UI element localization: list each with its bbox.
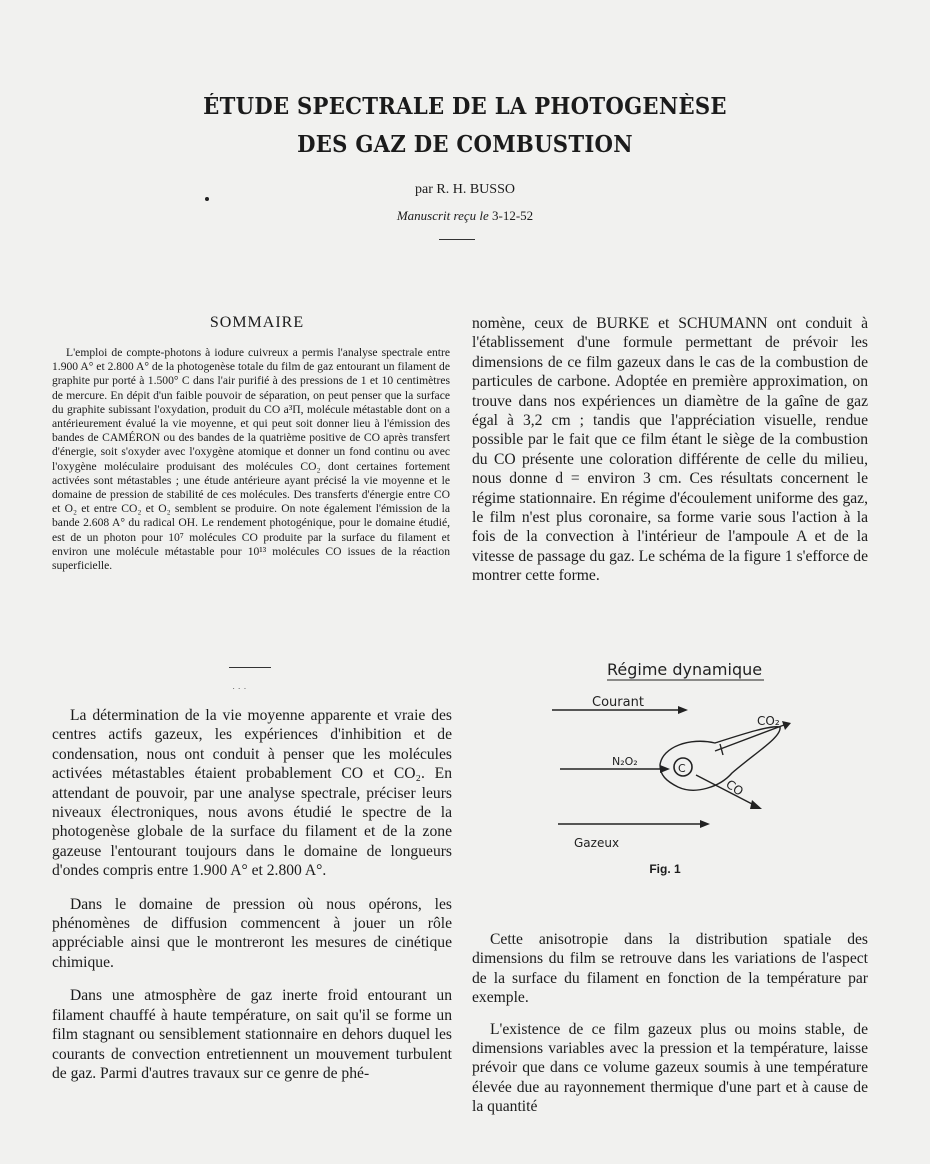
right-paragraph-1: nomène, ceux de BURKE et SCHUMANN ont conduit à l'établissement d'une formule permettant de prévoir les dimensions de ce film gazeux dans le cas de la combustion de particules de carbone. Adoptée en première approximation, on trouve dans nos expériences un diamètre de la gaîne de gaz égal à 3,2 cm ; tandis que l'appréciation visuelle, rendue possible par le fait que ce film étant le siège de la combustion du CO présente une coloration différente de celle du milieu, nous donne d = environ 3 cm. Ces résultats concernent le régime stationnaire. En régime d'écoulement uniforme des gaz, le film n'est plus coronaire, sa forme varie sous l'action à la fois de la convection à l'intérieur de l'ampoule A et de la vitesse de passage du gaz. Le schéma de la figure 1 s'efforce de montrer cette forme. <box>472 315 868 585</box>
left-paragraph-1: La détermination de la vie moyenne apparente et vraie des centres actifs gazeux, les expériences d'inhibition et de condensation, nous ont conduit à penser que les molécules activées métastables étaient probablement CO et CO₂. En attendant de pouvoir, par une analyse spectrale, préciser leurs niveaux électroniques, nous avons étudié le spectre de la photogenèse globale de la surface du filament et de la zone gazeuse l'entourant toujours dans le domaine de longueurs d'ondes compris entre 1.900 A° et 2.800 A°. <box>52 707 452 880</box>
left-column <box>52 706 452 1097</box>
summary-divider <box>229 667 271 668</box>
label-co2: CO₂ <box>757 714 780 728</box>
article-title-line-2: DES GAZ DE COMBUSTION <box>297 131 633 158</box>
label-gazeux: Gazeux <box>574 836 620 850</box>
figure-1-diagram <box>550 655 810 885</box>
label-filament-c: C <box>678 762 686 775</box>
article-title-line-1: ÉTUDE SPECTRALE DE LA PHOTOGENÈSE <box>203 93 727 120</box>
title-divider <box>439 239 475 240</box>
label-n2o2: N₂O₂ <box>612 755 638 768</box>
label-courant: Courant <box>592 695 644 710</box>
summary-text: L'emploi de compte-photons à iodure cuivreux a permis l'analyse spectrale entre 1.900 A° et 2.800 A° de la photogenèse totale du film de gaz entourant un filament de graphite pur porté à 1.500° C dans l'air purifié à des pressions de 1 et 10 centimètres de mercure. En dépit d'un faible pouvoir de séparation, on peut penser que la surface du graphite subissant l'oxydation, produit du CO a³Π, molécule métastable dont on a antérieurement évalué la vie moyenne, et qui peut soit donner lieu à l'émission des bandes de CAMÉRON ou des bandes de la quatrième positive de CO après transfert d'énergie, soit s'oxyder avec l'oxygène atomique et donner un fond continu ou avec l'oxygène moléculaire produisant des molécules CO₂ dont certaines fortement activées sont métastables ; une étude antérieure ayant précisé la vie moyenne et le domaine de pression de stabilité de ces molécules. Des transferts d'énergie entre CO et O₂ et entre CO₂ et O₂ semblent se produire. On note également l'émission de la bande 2.608 A° du radical OH. Le rendement photogénique, pour le domaine étudié, est de un photon pour 10⁷ molécules CO produite par la surface du filament et environ une molécule métastable pour 10¹³ molécules CO issues de la réaction superficielle. <box>52 346 450 573</box>
figure-title: Régime dynamique <box>607 660 763 679</box>
left-paragraph-2: Dans le domaine de pression où nous opérons, les phénomènes de diffusion commencent à jouer un rôle appréciable ainsi que le montreront les mesures de cinétique chimique. <box>52 895 452 971</box>
right-paragraph-3: L'existence de ce film gazeux plus ou moins stable, de dimensions variables avec la pression et la température, laisse prévoir que dans ce volume gazeux soumis à une température élevée due au rayonnement thermique d'une part et à cause de la quantité <box>472 1020 868 1116</box>
figure-caption: Fig. 1 <box>649 862 681 876</box>
received-line <box>0 208 930 224</box>
summary-heading: SOMMAIRE <box>209 314 305 331</box>
flow-arrow-top-head <box>678 706 688 714</box>
flow-arrow-bottom-head <box>700 820 710 828</box>
right-column-bottom <box>472 930 868 1129</box>
gas-film-outline <box>660 727 780 790</box>
co-arrow-head <box>750 800 762 809</box>
received-date: 3-12-52 <box>492 208 534 223</box>
margin-mark: ⋅ ⋅ ⋅ <box>232 684 247 695</box>
label-co: CO <box>723 776 746 799</box>
author-line: par R. H. BUSSO <box>415 182 515 197</box>
left-paragraph-3: Dans une atmosphère de gaz inerte froid entourant un filament chauffé à haute température, on sait qu'il se forme un film stagnant ou sensiblement stationnaire en dehors duquel les courants de convection entretiennent un mouvement turbulent de gaz. Parmi d'autres travaux sur ce genre de phé- <box>52 987 452 1082</box>
right-column-top <box>472 314 868 600</box>
received-label: Manuscrit reçu le <box>396 208 489 223</box>
right-paragraph-2: Cette anisotropie dans la distribution spatiale des dimensions du film se retrouve dans les variations de l'aspect de la surface du filament en fonction de la température par exemple. <box>472 931 868 1007</box>
